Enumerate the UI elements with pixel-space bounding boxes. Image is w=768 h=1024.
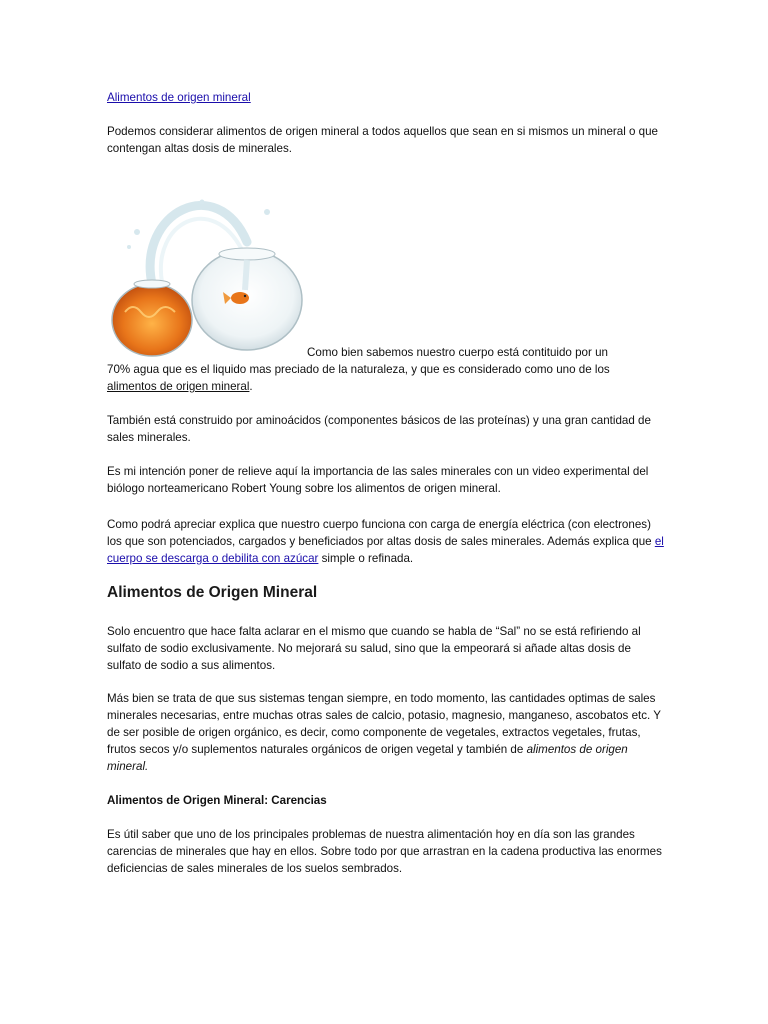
aminoacidos-paragraph: También está construido por aminoácidos (componentes básicos de las proteínas) y una gran cantidad de sales minerales. [107,414,651,444]
fishbowls-illustration [107,172,307,358]
carencias-paragraph: Es útil saber que uno de los principales problemas de nuestra alimentación hoy en día son las grandes carencias de minerales que hay en ellos. Sobre todo por que arrastran en la cadena productiva las enormes deficiencias de sales minerales de los suelos sembrados. [107,828,662,875]
energia-text: Como podrá apreciar explica que nuestro cuerpo funciona con carga de energía eléctrica (con electrones) los que son potenciados, cargados y beneficiados por altas dosis de sales minerales. Además explica que [107,518,655,548]
image-paragraph-line2: 70% agua que es el liquido mas preciado de la naturaleza, y que es considerado como uno de los [107,363,610,376]
intencion-paragraph: Es mi intención poner de relieve aquí la importancia de las sales minerales con un video experimental del biólogo norteamericano Robert Young sobre los alimentos de origen mineral. [107,465,649,495]
intro-paragraph: Podemos considerar alimentos de origen mineral a todos aquellos que sean en si mismos un mineral o que contengan altas dosis de minerales. [107,125,659,155]
image-paragraph-tail: . [249,380,253,393]
sal-paragraph: Solo encuentro que hace falta aclarar en el mismo que cuando se habla de “Sal” no se está refiriendo al sulfato de sodio exclusivamente. No mejorará su salud, sino que la empeorará si añade altas dosis de sulfato de sodio a sus alimentos. [107,625,641,672]
image-caption-line1: Como bien sabemos nuestro cuerpo está contituido por un [307,346,608,359]
left-fishbowl [112,284,192,356]
sistemas-text: Más bien se trata de que sus sistemas tengan siempre, en todo momento, las cantidades optimas de sales minerales necesarias, entre muchas otras sales de calcio, potasio, magnesio, manganeso, ascobatos etc. Y de ser posible de origen orgánico, es decir, como componente de vegetales, extractos vegetales, frutas, frutos secos y/o suplementos naturales orgánicos de origen vegetal y también de [107,692,661,756]
section-heading: Alimentos de Origen Mineral [107,584,318,601]
image-paragraph [107,361,667,395]
carencias-heading: Alimentos de Origen Mineral: Carencias [107,794,327,807]
origen-mineral-link[interactable]: Alimentos de origen mineral [107,91,251,104]
top-link-line [107,89,667,106]
energia-paragraph [107,516,667,567]
energia-tail: simple o refinada. [318,552,414,565]
sistemas-italic: alimentos de origen mineral. [107,743,628,773]
sistemas-paragraph [107,690,667,775]
azucar-link[interactable]: el cuerpo se descarga o debilita con azúcar [107,535,664,565]
underlined-phrase: alimentos de origen mineral [107,380,250,393]
